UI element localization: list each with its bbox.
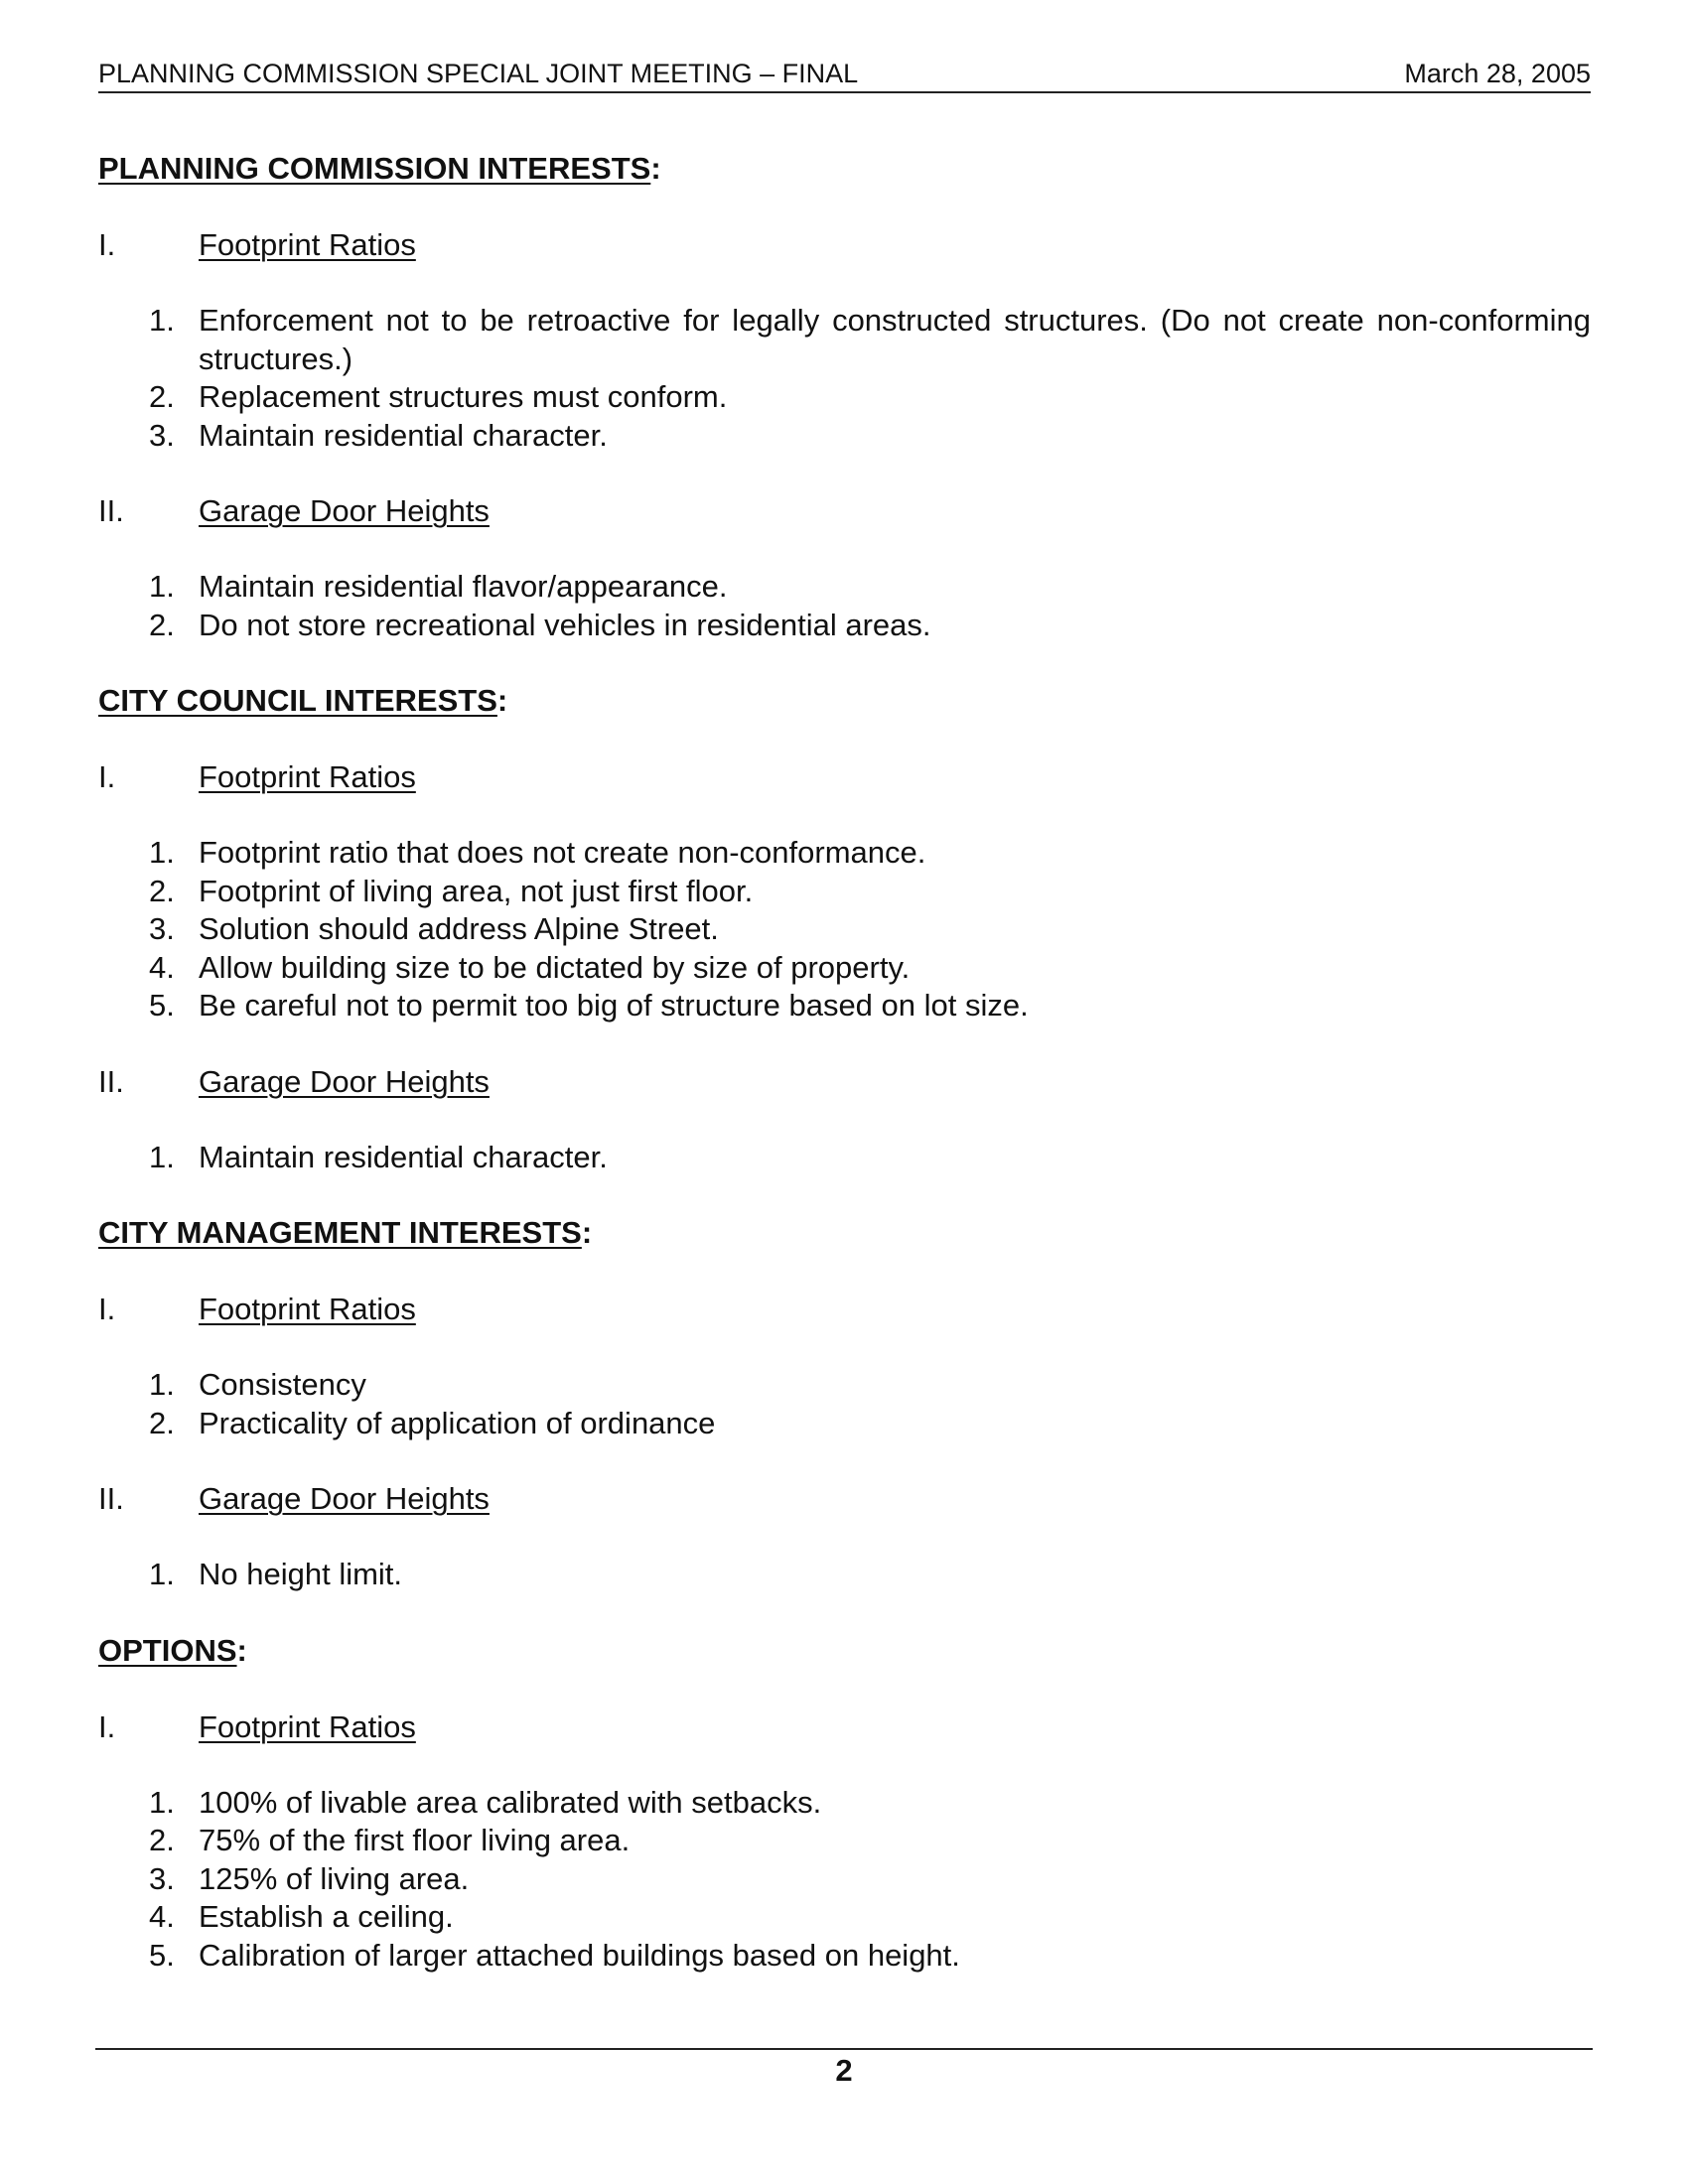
topic-heading [98,1479,1591,1519]
topic-numeral: I. [98,759,116,794]
list-item: 1. Footprint ratio that does not create non-conformance. [98,834,1591,873]
list-item: 1. Consistency [98,1366,1591,1405]
item-number: 4. [149,1899,175,1934]
topic-label: Garage Door Heights [199,493,490,528]
list-item: 3. Solution should address Alpine Street. [98,910,1591,949]
topic-heading [98,1062,1591,1102]
item-number: 1. [149,1784,175,1820]
numbered-list [98,568,1591,644]
item-number: 3. [149,417,175,453]
item-number: 2. [149,873,175,908]
list-item: 5. Be careful not to permit too big of structure based on lot size. [98,987,1591,1025]
section-heading: OPTIONS: [98,1632,247,1668]
item-number: 3. [149,911,175,946]
list-item: 1. Enforcement not to be retroactive for legally constructed structures. (Do not create non-conforming structures.) [149,303,1591,376]
list-item: 2. Do not store recreational vehicles in residential areas. [98,607,1591,645]
topic-numeral: I. [98,227,116,262]
list-item: 2. Replacement structures must conform. [98,378,1591,417]
footer-rule [95,2048,1593,2050]
item-number: 1. [149,835,175,870]
item-number: 2. [149,1405,175,1440]
topic-label: Footprint Ratios [199,227,416,262]
list-item: 1. 100% of livable area calibrated with setbacks. [98,1784,1591,1823]
section-options [98,1631,1591,1976]
topic-numeral: I. [98,1708,116,1744]
list-item: 2. Footprint of living area, not just first floor. [98,873,1591,911]
topic-heading [98,1290,1591,1329]
topic-numeral: II. [98,493,124,528]
numbered-list [98,1366,1591,1442]
item-number: 1. [149,569,175,604]
list-item: 2. Practicality of application of ordinance [98,1405,1591,1443]
numbered-list [98,1139,1591,1177]
topic-label: Footprint Ratios [199,1292,416,1326]
list-item: 3. 125% of living area. [98,1860,1591,1899]
list-item: 3. Maintain residential character. [98,417,1591,456]
document-body [98,149,1591,1975]
numbered-list [98,1784,1591,1976]
item-number: 1. [149,303,175,338]
section-heading: PLANNING COMMISSION INTERESTS: [98,151,661,186]
numbered-list [98,1556,1591,1594]
list-item: 4. Allow building size to be dictated by size of property. [98,949,1591,988]
item-number: 5. [149,988,175,1023]
topic-numeral: I. [98,1292,116,1326]
list-item: 2. 75% of the first floor living area. [98,1822,1591,1860]
topic-label: Garage Door Heights [199,1063,490,1099]
topic-label: Footprint Ratios [199,759,416,794]
section-planning-commission-interests [98,149,1591,644]
item-number: 2. [149,607,175,642]
section-heading: CITY MANAGEMENT INTERESTS: [98,1215,593,1250]
section-heading: CITY COUNCIL INTERESTS: [98,683,508,718]
item-number: 2. [149,1823,175,1857]
item-number: 1. [149,1139,175,1174]
page-number: 2 [835,2053,853,2088]
topic-heading [98,757,1591,797]
list-item: 1. Maintain residential flavor/appearance. [98,568,1591,607]
list-item: 1. No height limit. [98,1556,1591,1594]
item-number: 2. [149,379,175,414]
section-city-council-interests [98,681,1591,1176]
item-number: 5. [149,1937,175,1973]
item-number: 1. [149,1367,175,1402]
header-title: PLANNING COMMISSION SPECIAL JOINT MEETING – FINAL [98,59,859,88]
topic-heading [98,491,1591,531]
topic-label: Footprint Ratios [199,1708,416,1744]
numbered-list [98,834,1591,1025]
topic-heading [98,225,1591,265]
numbered-list [98,302,1591,455]
topic-label: Garage Door Heights [199,1481,490,1516]
item-number: 4. [149,949,175,985]
item-number: 3. [149,1860,175,1896]
topic-numeral: II. [98,1063,124,1099]
topic-numeral: II. [98,1481,124,1516]
topic-heading [98,1707,1591,1747]
list-item: 4. Establish a ceiling. [98,1898,1591,1937]
section-city-management-interests [98,1213,1591,1594]
list-item: 1. Maintain residential character. [98,1139,1591,1177]
list-item: 5. Calibration of larger attached buildings based on height. [98,1937,1591,1976]
header-date: March 28, 2005 [1404,59,1591,88]
running-header [98,58,1591,93]
item-number: 1. [149,1557,175,1591]
